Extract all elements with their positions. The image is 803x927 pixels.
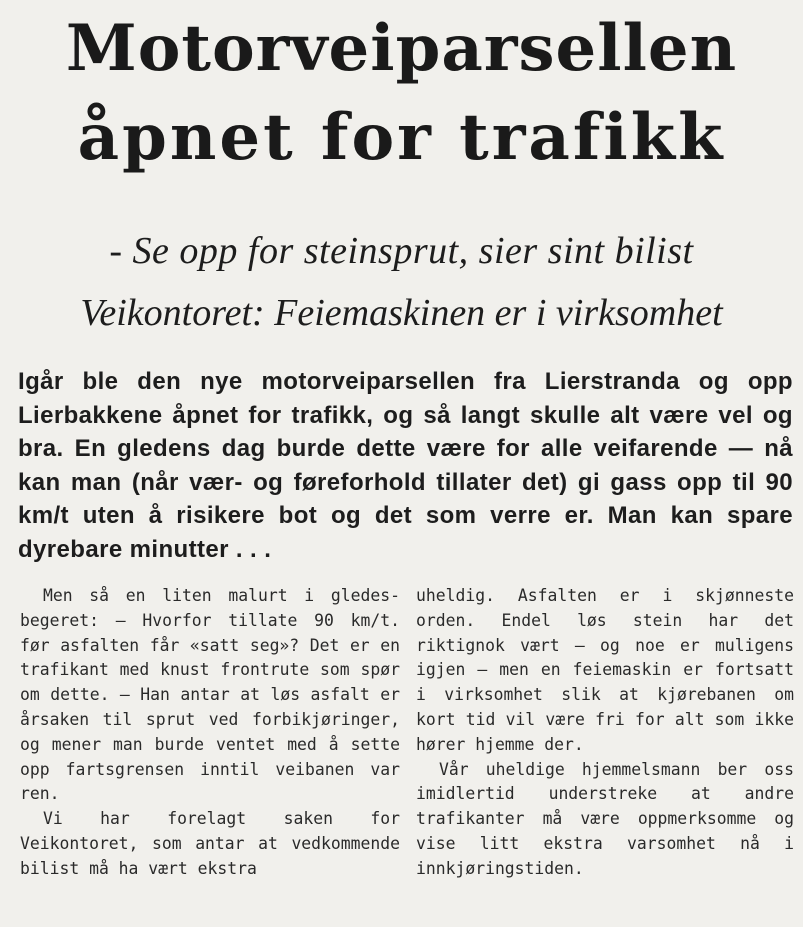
body-paragraph: uheldig. Asfalten er i skjønneste orden. Endel løs stein har det riktignok vært — og noe er muligens igjen — men en feiemaskin er fortsatt i virksomhet slik at kjørebanen om kort tid vil være fri for alt som ikke hører hjemme der. [416, 586, 794, 754]
subheading-veikontoret: Veikontoret: Feiemaskinen er i virksomhet [80, 292, 723, 334]
headline-line-1: Motorveiparsellen [65, 11, 738, 86]
lead-paragraph: Igår ble den nye motorveiparsellen fra Lierstranda og opp Lierbakkene åpnet for trafikk, og så langt skulle alt være vel og bra. En gledens dag burde dette være for alle veifarende — nå kan man (når vær- og føreforhold tillater det) gi gass opp til 90 km/t uten å risikere bot og det som verre er. Man kan spare dyrebare minutter . . . [18, 368, 793, 563]
body-column-left [20, 584, 400, 882]
body-column-right [416, 584, 794, 882]
body-paragraph: Men så en liten malurt i gledes-begeret: — Hvorfor tillate 90 km/t. før asfalten får «satt seg»? Det er en trafikant med knust frontrute som spør om dette. — Han antar at løs asfalt er årsaken til sprut ved forbikjøringer, og mener man burde ventet med å sette opp fartsgrensen inntil veibanen var ren. [20, 586, 400, 804]
subheading-quote: - Se opp for steinsprut, sier sint bilist [109, 230, 694, 272]
body-paragraph: Vår uheldige hjemmelsmann ber oss imidlertid understreke at andre trafikanter må være oppmerksomme og vise litt ekstra varsomhet nå i innkjøringstiden. [416, 759, 794, 878]
body-paragraph: Vi har forelagt saken for Veikontoret, som antar at vedkommende bilist må ha vært ekstra [20, 809, 400, 878]
headline-line-2: åpnet for trafikk [77, 100, 726, 175]
